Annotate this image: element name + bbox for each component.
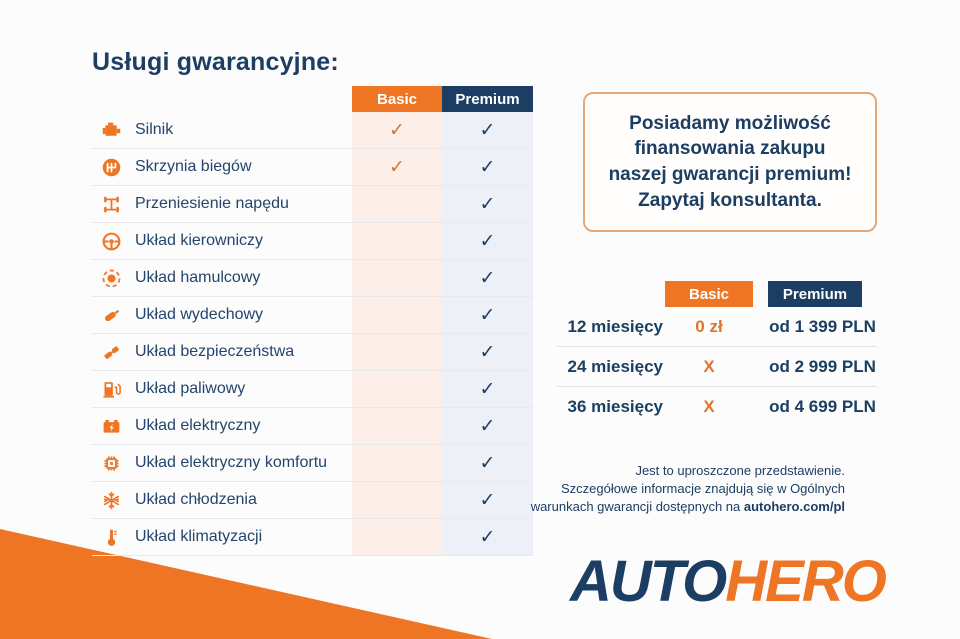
pricing-term: 36 miesięcy <box>567 396 663 416</box>
table-row <box>92 297 533 334</box>
table-row <box>92 371 533 408</box>
pricing-term: 12 miesięcy <box>567 316 663 336</box>
basic-cell <box>352 334 442 370</box>
thermometer-icon <box>98 527 124 548</box>
table-row <box>92 408 533 445</box>
premium-cell <box>442 408 533 444</box>
services-column-header-basic: Basic <box>352 86 442 112</box>
premium-cell <box>442 297 533 333</box>
service-label: Układ kierowniczy <box>135 232 264 249</box>
pricing-column-header-premium: Premium <box>768 281 862 307</box>
premium-check: ✓ <box>479 118 496 141</box>
promo-line: Zapytaj konsultanta. <box>638 189 822 211</box>
basic-cell <box>352 112 442 148</box>
premium-cell <box>442 149 533 185</box>
page-title: Usługi gwarancyjne: <box>92 48 339 76</box>
premium-cell <box>442 519 533 555</box>
promo-line: naszej gwarancji premium! <box>608 164 852 185</box>
disclaimer-line: Szczegółowe informacje znajdują się w Ogólnych <box>561 481 845 497</box>
premium-cell <box>442 186 533 222</box>
service-label-cell <box>92 445 352 481</box>
services-table <box>92 86 533 556</box>
basic-cell <box>352 149 442 185</box>
table-row <box>92 223 533 260</box>
premium-cell <box>442 445 533 481</box>
promo-line: Posiadamy możliwość <box>629 112 831 134</box>
drivetrain-icon <box>98 194 124 215</box>
premium-check: ✓ <box>479 340 496 363</box>
table-row <box>92 260 533 297</box>
premium-check: ✓ <box>479 266 496 289</box>
pricing-premium-value: od 4 699 PLN <box>769 396 876 416</box>
pricing-premium-value: od 2 999 PLN <box>769 356 876 376</box>
basic-cell <box>352 445 442 481</box>
seatbelt-icon <box>98 342 124 363</box>
basic-check: ✓ <box>389 118 405 141</box>
disclaimer-line: Jest to uproszczone przedstawienie. <box>635 463 845 478</box>
premium-check: ✓ <box>479 488 496 511</box>
basic-check: ✓ <box>389 155 405 178</box>
service-label-cell <box>92 223 352 259</box>
service-label-cell <box>92 482 352 518</box>
premium-cell <box>442 371 533 407</box>
pricing-column-header-basic: Basic <box>665 281 753 307</box>
service-label: Układ wydechowy <box>135 306 264 323</box>
engine-icon <box>98 120 124 141</box>
basic-cell <box>352 223 442 259</box>
service-label: Silnik <box>135 121 174 138</box>
service-label-cell <box>92 297 352 333</box>
pricing-table-header <box>557 281 877 307</box>
autohero-url-link[interactable]: autohero.com/pl <box>743 499 845 515</box>
premium-check: ✓ <box>479 377 496 400</box>
premium-cell <box>442 334 533 370</box>
premium-cell <box>442 260 533 296</box>
logo-hero-part: HERO <box>725 549 885 614</box>
basic-cell <box>352 519 442 555</box>
service-label: Układ elektryczny komfortu <box>135 454 328 471</box>
service-label: Układ elektryczny <box>135 417 261 434</box>
service-label-cell <box>92 519 352 555</box>
service-label: Przeniesienie napędu <box>135 195 289 212</box>
services-column-header-premium: Premium <box>442 86 533 112</box>
premium-check: ✓ <box>479 451 496 474</box>
premium-check: ✓ <box>479 303 496 326</box>
brake-disc-icon <box>98 268 124 289</box>
exhaust-icon <box>98 305 124 326</box>
service-label: Układ chłodzenia <box>135 491 257 508</box>
premium-check: ✓ <box>479 525 496 548</box>
pricing-premium-value: od 1 399 PLN <box>769 316 876 336</box>
service-label-cell <box>92 371 352 407</box>
service-label-cell <box>92 186 352 222</box>
table-row <box>92 112 533 149</box>
financing-promo-box <box>583 92 877 232</box>
table-row <box>92 445 533 482</box>
services-header-spacer <box>92 86 352 112</box>
service-label-cell <box>92 112 352 148</box>
service-label-cell <box>92 334 352 370</box>
pricing-table <box>557 281 877 426</box>
table-row <box>92 186 533 223</box>
pricing-header-spacer <box>557 281 663 307</box>
service-label: Układ klimatyzacji <box>135 528 263 545</box>
premium-check: ✓ <box>479 414 496 437</box>
table-row <box>92 334 533 371</box>
service-label: Układ paliwowy <box>135 380 246 397</box>
basic-cell <box>352 408 442 444</box>
premium-cell <box>442 223 533 259</box>
disclaimer-text <box>531 462 845 517</box>
logo-auto-part: AUTO <box>570 549 726 614</box>
gearbox-icon <box>98 157 124 178</box>
disclaimer-line-prefix: warunkach gwarancji dostępnych na <box>530 499 744 515</box>
table-row <box>92 149 533 186</box>
premium-check: ✓ <box>479 229 496 252</box>
premium-check: ✓ <box>479 155 496 178</box>
pricing-basic-value: 0 zł <box>695 316 723 336</box>
promo-line: finansowania zakupu <box>634 138 826 160</box>
autohero-logo <box>570 549 885 614</box>
basic-cell <box>352 260 442 296</box>
snowflake-icon <box>98 490 124 511</box>
premium-cell <box>442 482 533 518</box>
fuel-pump-icon <box>98 379 124 400</box>
table-row <box>557 386 877 426</box>
chip-icon <box>98 453 124 474</box>
pricing-basic-value: X <box>703 356 715 376</box>
table-row <box>92 482 533 519</box>
steering-wheel-icon <box>98 231 124 252</box>
battery-icon <box>98 416 124 437</box>
premium-check: ✓ <box>479 192 496 215</box>
premium-cell <box>442 112 533 148</box>
services-table-header <box>92 86 533 112</box>
service-label-cell <box>92 149 352 185</box>
service-label: Skrzynia biegów <box>135 158 252 175</box>
service-label-cell <box>92 408 352 444</box>
table-row <box>557 307 877 346</box>
pricing-basic-value: X <box>703 396 715 416</box>
pricing-term: 24 miesięcy <box>567 356 663 376</box>
service-label-cell <box>92 260 352 296</box>
basic-cell <box>352 371 442 407</box>
table-row <box>557 346 877 386</box>
basic-cell <box>352 186 442 222</box>
service-label: Układ bezpieczeństwa <box>135 343 295 360</box>
disclaimer-line <box>531 498 845 516</box>
service-label: Układ hamulcowy <box>135 269 261 286</box>
basic-cell <box>352 297 442 333</box>
table-row <box>92 519 533 556</box>
basic-cell <box>352 482 442 518</box>
